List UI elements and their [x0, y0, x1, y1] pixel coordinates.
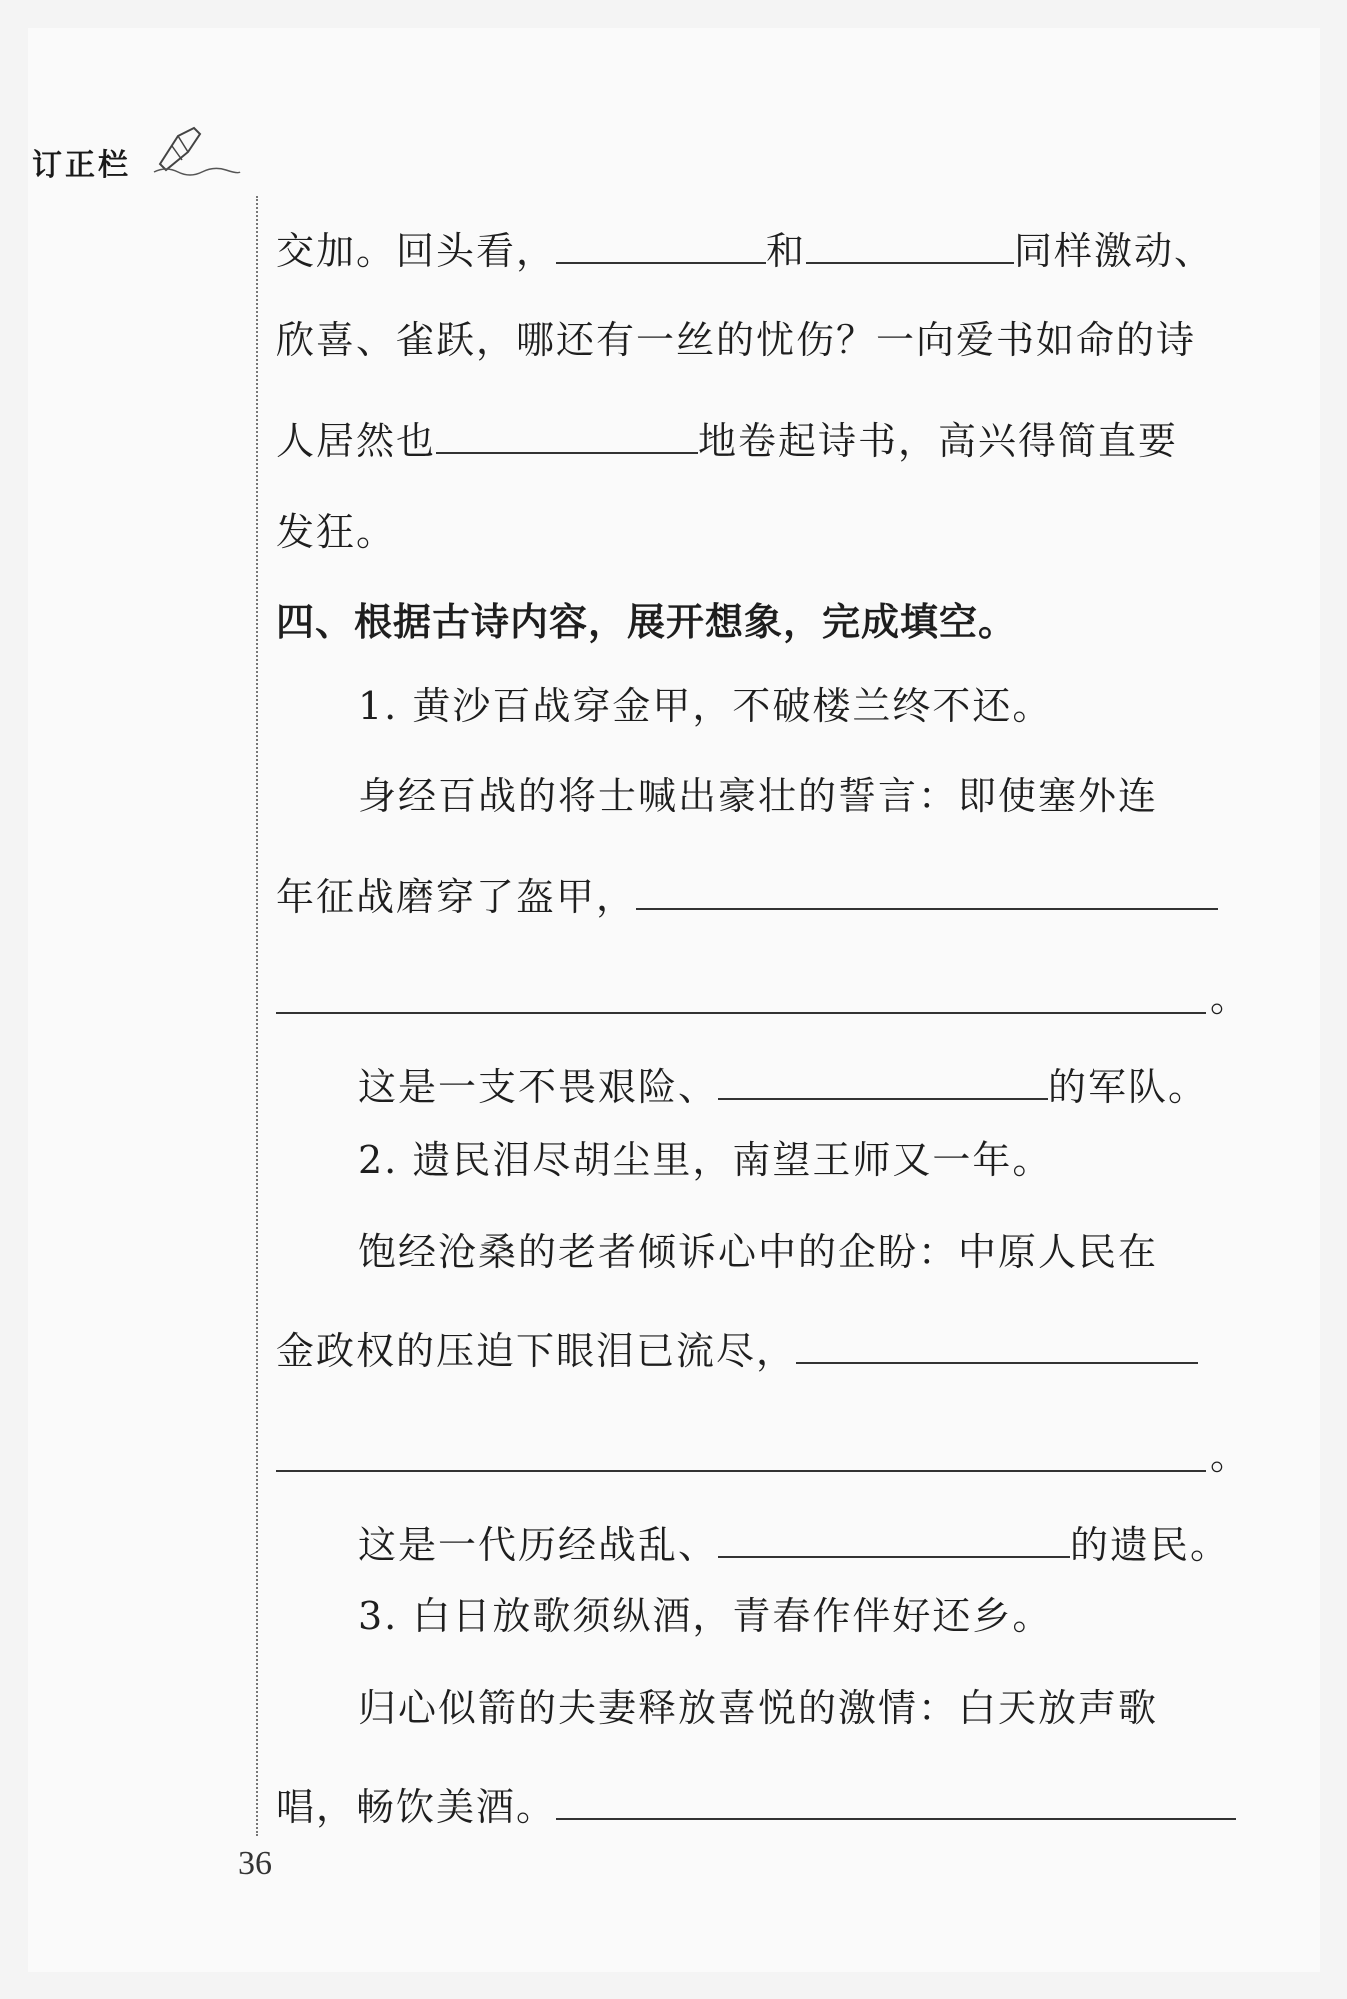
- passage-text: 交加。回头看，: [276, 229, 557, 273]
- page-number: 36: [238, 1845, 272, 1882]
- fill-blank-line[interactable]: [276, 1012, 1206, 1014]
- fill-blank[interactable]: [556, 1778, 1236, 1820]
- description-line: [276, 868, 1226, 921]
- pencil-icon: [152, 124, 242, 176]
- passage-line-2: 欣喜、雀跃，哪还有一丝的忧伤？一向爱书如命的诗: [276, 318, 1197, 362]
- description-text: 金政权的压迫下眼泪已流尽，: [276, 1329, 797, 1373]
- passage-text: 同样激动、: [1014, 229, 1215, 273]
- description-line: 归心似箭的夫妻释放喜悦的激情：白天放声歌: [358, 1686, 1159, 1730]
- correction-column-label: 订正栏: [32, 148, 131, 183]
- end-period: 。: [1210, 976, 1249, 1020]
- fill-blank[interactable]: [436, 412, 698, 454]
- description-text: 唱，畅饮美酒。: [276, 1785, 557, 1829]
- summary-text: 这是一代历经战乱、: [358, 1523, 719, 1567]
- passage-text: 地卷起诗书，高兴得简直要: [698, 419, 1179, 463]
- section-title: 四、根据古诗内容，展开想象，完成填空。: [276, 600, 1018, 644]
- summary-text: 的遗民。: [1070, 1523, 1231, 1567]
- poem-line: 3. 白日放歌须纵酒，青春作伴好还乡。: [358, 1594, 1053, 1638]
- fill-blank-line[interactable]: [276, 1470, 1206, 1472]
- end-period: 。: [1210, 1434, 1249, 1478]
- fill-blank[interactable]: [556, 222, 766, 264]
- poem-line: 2. 遗民泪尽胡尘里，南望王师又一年。: [358, 1138, 1053, 1182]
- passage-line-1: [276, 222, 1226, 275]
- description-line: 饱经沧桑的老者倾诉心中的企盼：中原人民在: [358, 1230, 1159, 1274]
- description-text: 年征战磨穿了盔甲，: [276, 875, 637, 919]
- fill-blank[interactable]: [806, 222, 1014, 264]
- summary-line: [358, 1516, 1308, 1569]
- margin-divider: [256, 196, 258, 1836]
- passage-line-3: [276, 412, 1226, 465]
- summary-text: 的军队。: [1048, 1065, 1209, 1109]
- fill-blank[interactable]: [718, 1516, 1070, 1558]
- summary-line: [358, 1058, 1308, 1111]
- summary-text: 这是一支不畏艰险、: [358, 1065, 719, 1109]
- passage-line-4: 发狂。: [276, 510, 397, 554]
- fill-blank[interactable]: [796, 1322, 1198, 1364]
- passage-text: 和: [766, 229, 807, 273]
- passage-text: 人居然也: [276, 419, 437, 463]
- fill-blank[interactable]: [718, 1058, 1048, 1100]
- description-line: 身经百战的将士喊出豪壮的誓言：即使塞外连: [358, 774, 1159, 818]
- fill-blank[interactable]: [636, 868, 1218, 910]
- poem-line: 1. 黄沙百战穿金甲，不破楼兰终不还。: [358, 684, 1053, 728]
- description-line: [276, 1322, 1226, 1375]
- description-line: [276, 1778, 1226, 1831]
